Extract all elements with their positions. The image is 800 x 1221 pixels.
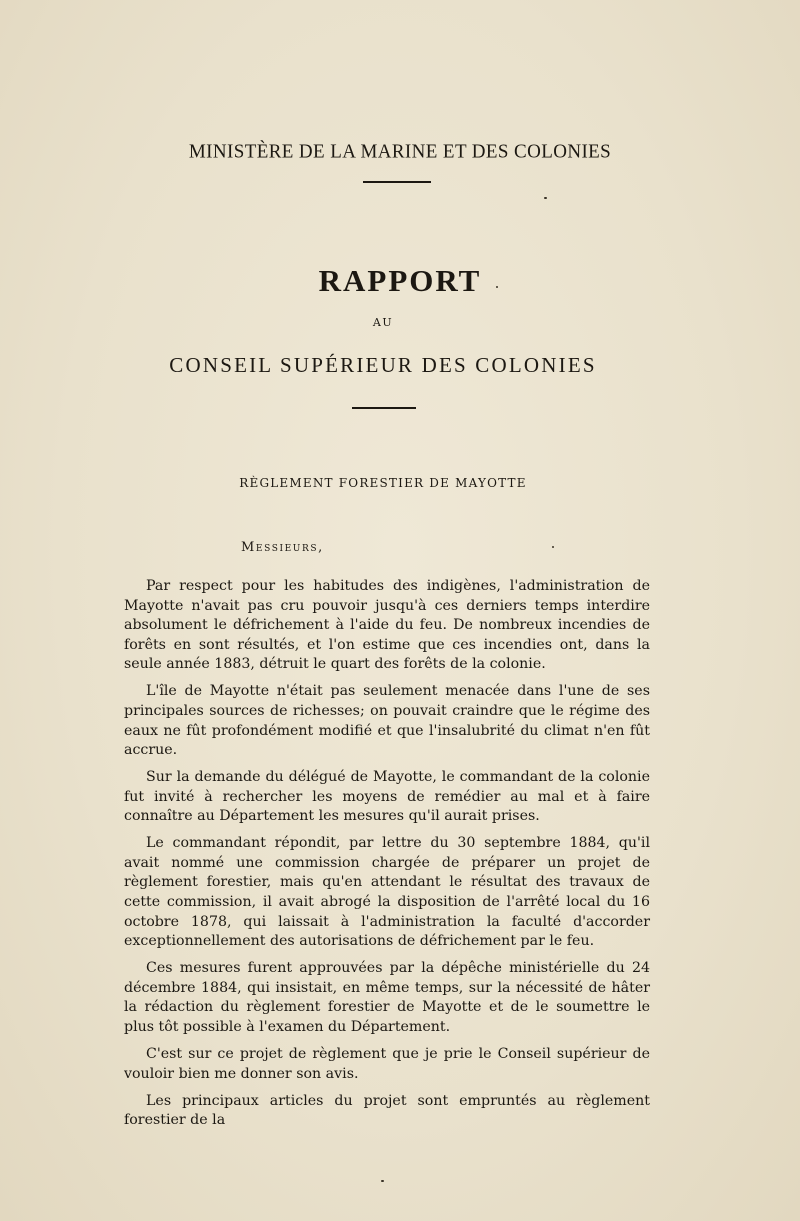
salutation: Messieurs,	[241, 540, 324, 555]
report-subject: RÈGLEMENT FORESTIER DE MAYOTTE	[239, 476, 527, 490]
report-recipient: CONSEIL SUPÉRIEUR DES COLONIES	[169, 353, 597, 377]
title-connector: AU	[372, 316, 394, 329]
title-divider	[352, 407, 416, 409]
report-title: RAPPORT	[318, 263, 482, 298]
paragraph: Sur la demande du délégué de Mayotte, le commandant de la colonie fut invité à rechercher les moyens de remédier au mal et à faire connaître au Département les mesures qu'il aurait prises.	[124, 769, 650, 825]
paragraph: L'île de Mayotte n'était pas seulement menacée dans l'une de ses principales sources de richesses; on pouvait craindre que le régime des eaux ne fût profondément modifié et que l'insalubrité du climat n'en fût accrue.	[124, 683, 650, 759]
paper-speck	[496, 286, 498, 288]
report-body	[124, 577, 650, 1138]
paper-speck	[552, 546, 554, 548]
paper-speck	[544, 197, 547, 199]
header-divider	[363, 181, 431, 183]
paragraph: Le commandant répondit, par lettre du 30 septembre 1884, qu'il avait nommé une commission chargée de préparer un projet de règlement forestier, mais qu'en attendant le résultat des travaux de cette commission, il avait abrogé la disposition de l'arrêté local du 16 octobre 1878, qui laissait à l'administration la faculté d'accorder exceptionnellement des autorisations de défrichement par le feu.	[124, 835, 650, 950]
paragraph: Ces mesures furent approuvées par la dépêche ministérielle du 24 décembre 1884, qui insistait, en même temps, sur la nécessité de hâter la rédaction du règlement forestier de Mayotte et de le soumettre le plus tôt possible à l'examen du Département.	[124, 960, 650, 1036]
paragraph: C'est sur ce projet de règlement que je prie le Conseil supérieur de vouloir bien me donner son avis.	[124, 1046, 650, 1082]
paper-speck	[381, 1180, 384, 1182]
ministry-header: MINISTÈRE DE LA MARINE ET DES COLONIES	[188, 140, 612, 163]
paragraph: Les principaux articles du projet sont empruntés au règlement forestier de la	[124, 1092, 650, 1129]
paragraph: Par respect pour les habitudes des indigènes, l'administration de Mayotte n'avait pas cru pouvoir jusqu'à ces derniers temps interdire absolument le défrichement à l'aide du feu. De nombreux incendies de forêts en sont résultés, et l'on estime que ces incendies ont, dans la seule année 1883, détruit le quart des forêts de la colonie.	[124, 578, 650, 673]
